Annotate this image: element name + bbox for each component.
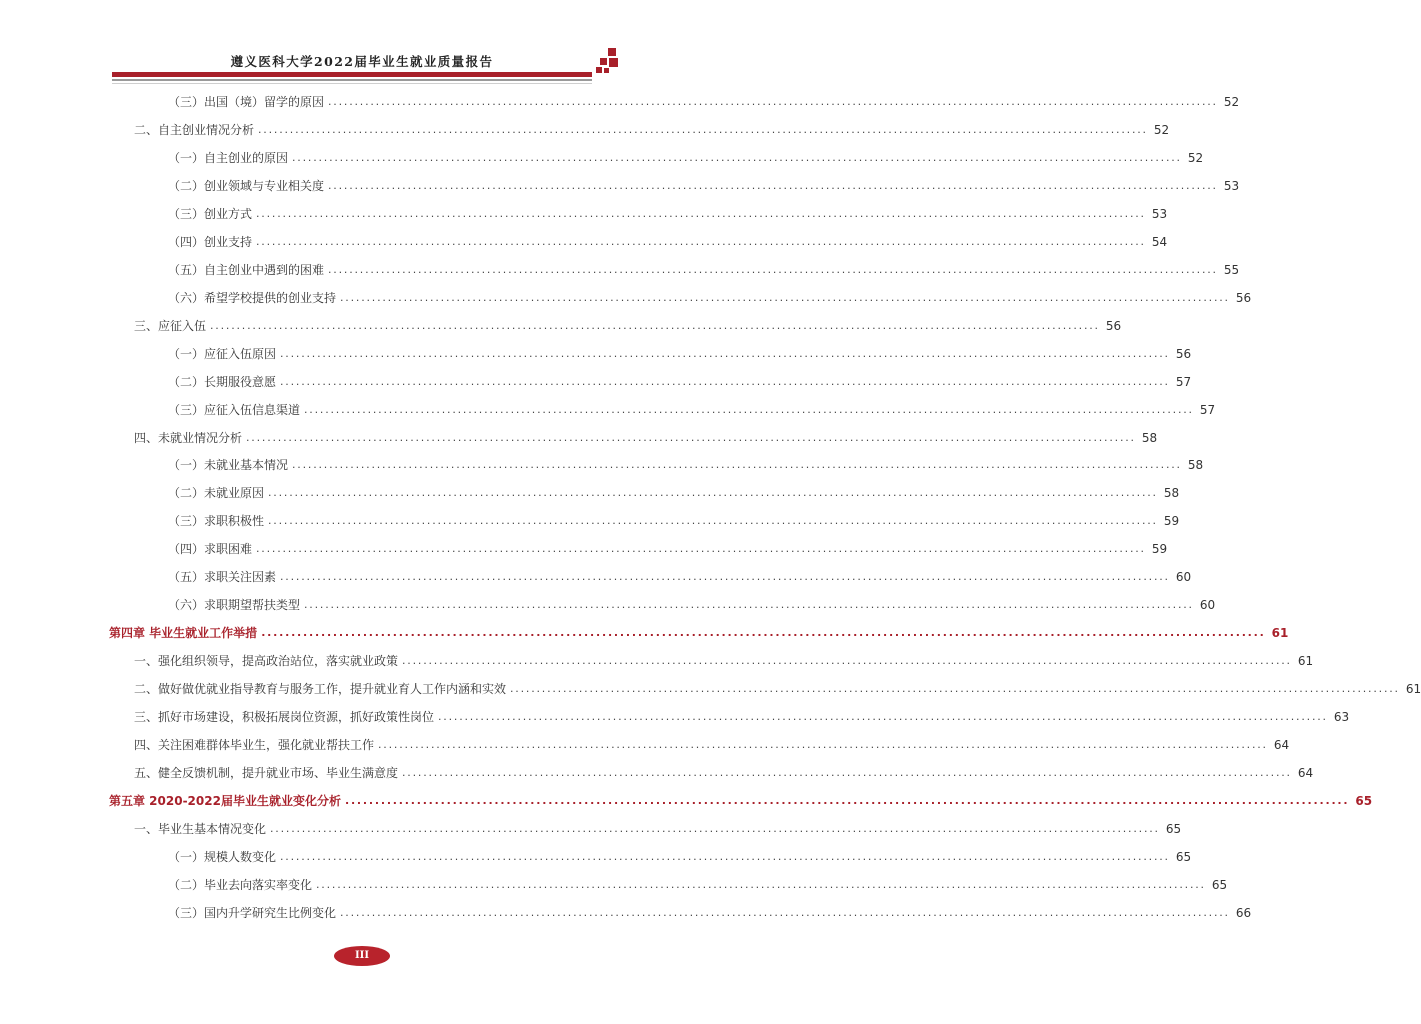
toc-dot-leader — [345, 790, 1349, 812]
toc-dot-leader — [292, 147, 1182, 169]
toc-entry-label: 三、抓好市场建设，积极拓展岗位资源，抓好政策性岗位 — [134, 710, 435, 725]
toc-entry-label: （三）国内升学研究生比例变化 — [168, 905, 337, 920]
toc-dot-leader — [280, 846, 1170, 868]
toc-dot-leader — [328, 91, 1218, 113]
toc-dot-leader — [438, 706, 1328, 728]
toc-entry-label: （三）出国（境）留学的原因 — [168, 95, 325, 109]
toc-chapter-entry[interactable] — [0, 790, 1373, 812]
toc-entry-page: 52 — [1187, 150, 1204, 165]
toc-dot-leader — [256, 231, 1146, 253]
toc-entry-page: 59 — [1163, 514, 1180, 529]
toc-entry-page: 57 — [1199, 402, 1216, 417]
toc-dot-leader — [402, 762, 1292, 784]
toc-entry[interactable] — [0, 287, 1252, 309]
toc-entry[interactable] — [0, 91, 1240, 113]
toc-dot-leader — [510, 678, 1400, 700]
toc-dot-leader — [258, 119, 1148, 141]
toc-entry[interactable] — [0, 762, 1314, 784]
toc-dot-leader — [280, 343, 1170, 365]
toc-entry-page: 66 — [1235, 905, 1252, 920]
toc-entry-page: 61 — [1405, 682, 1421, 697]
toc-entry-page: 58 — [1187, 458, 1204, 473]
toc-entry[interactable] — [0, 678, 1421, 700]
toc-entry-label: （二）创业领域与专业相关度 — [168, 178, 325, 193]
toc-entry-page: 65 — [1175, 849, 1192, 864]
toc-entry[interactable] — [0, 482, 1180, 504]
toc-chapter-entry[interactable] — [0, 622, 1289, 644]
toc-entry-page: 53 — [1151, 206, 1168, 221]
toc-entry-label: （五）求职关注因素 — [168, 570, 277, 585]
toc-entry-page: 53 — [1223, 178, 1240, 193]
toc-entry-page: 52 — [1223, 95, 1240, 109]
toc-dot-leader — [268, 482, 1158, 504]
toc-entry-label: （六）求职期望帮扶类型 — [168, 598, 301, 613]
toc-dot-leader — [268, 510, 1158, 532]
toc-dot-leader — [328, 259, 1218, 281]
toc-dot-leader — [292, 454, 1182, 476]
toc-dot-leader — [378, 734, 1268, 756]
toc-entry-page: 56 — [1175, 346, 1192, 361]
toc-entry-page: 55 — [1223, 262, 1240, 277]
toc-entry-page: 56 — [1235, 290, 1252, 305]
toc-dot-leader — [328, 175, 1218, 197]
toc-entry-label: （一）自主创业的原因 — [168, 150, 289, 165]
toc-entry[interactable] — [0, 343, 1192, 365]
toc-entry-page: 56 — [1105, 318, 1122, 333]
toc-dot-leader — [246, 427, 1136, 449]
toc-entry[interactable] — [0, 371, 1192, 393]
toc-entry-label: 第五章 2020-2022届毕业生就业变化分析 — [109, 794, 341, 808]
toc-dot-leader — [256, 203, 1146, 225]
toc-entry[interactable] — [0, 454, 1204, 476]
toc-entry[interactable] — [0, 427, 1158, 449]
header-rule-light — [112, 83, 592, 84]
toc-entry-label: 四、关注困难群体毕业生，强化就业帮扶工作 — [134, 738, 375, 753]
toc-entry[interactable] — [0, 315, 1122, 337]
toc-dot-leader — [256, 538, 1146, 560]
toc-entry-label: 第四章 毕业生就业工作举措 — [109, 626, 258, 641]
toc-entry-page: 65 — [1211, 877, 1228, 892]
header-rule-gray — [112, 79, 592, 81]
toc-entry-label: 五、健全反馈机制，提升就业市场、毕业生满意度 — [134, 766, 399, 781]
toc-dot-leader — [402, 650, 1292, 672]
page-number-badge: III — [334, 946, 390, 966]
toc-entry-page: 57 — [1175, 374, 1192, 389]
toc-entry-label: （二）长期服役意愿 — [168, 374, 277, 389]
toc-entry[interactable] — [0, 231, 1168, 253]
toc-dot-leader — [280, 566, 1170, 588]
toc-entry-page: 64 — [1273, 738, 1290, 753]
toc-dot-leader — [340, 287, 1230, 309]
toc-entry-label: （四）创业支持 — [168, 234, 253, 249]
toc-entry[interactable] — [0, 510, 1180, 532]
header-rule-red — [112, 72, 592, 77]
toc-dot-leader — [340, 902, 1230, 924]
toc-entry[interactable] — [0, 846, 1192, 868]
toc-entry-page: 61 — [1271, 626, 1289, 641]
toc-entry-page: 52 — [1153, 122, 1170, 137]
toc-dot-leader — [270, 818, 1160, 840]
toc-entry-page: 60 — [1199, 598, 1216, 613]
toc-entry-label: （一）应征入伍原因 — [168, 346, 277, 361]
toc-entry-page: 60 — [1175, 570, 1192, 585]
toc-entry-page: 58 — [1141, 430, 1158, 445]
toc-entry[interactable] — [0, 203, 1168, 225]
toc-dot-leader — [316, 874, 1206, 896]
toc-entry-page: 64 — [1297, 766, 1314, 781]
toc-entry-page: 65 — [1165, 821, 1182, 836]
toc-entry[interactable] — [0, 566, 1192, 588]
report-title: 遵义医科大学2022届毕业生就业质量报告 — [230, 54, 494, 69]
toc-entry-label: 一、毕业生基本情况变化 — [134, 821, 267, 836]
toc-entry-label: （二）未就业原因 — [168, 486, 265, 501]
toc-entry-label: 三、应征入伍 — [134, 318, 207, 333]
toc-entry[interactable] — [0, 594, 1216, 616]
toc-entry[interactable] — [0, 119, 1170, 141]
toc-entry-page: 61 — [1297, 654, 1314, 669]
toc-entry[interactable] — [0, 818, 1182, 840]
toc-entry-label: （三）应征入伍信息渠道 — [168, 402, 301, 417]
toc-entry[interactable] — [0, 399, 1216, 421]
toc-entry[interactable] — [0, 259, 1240, 281]
toc-entry[interactable] — [0, 147, 1204, 169]
toc-entry-label: （三）求职积极性 — [168, 514, 265, 529]
toc-entry-label: （六）希望学校提供的创业支持 — [168, 290, 337, 305]
squares-logo-icon — [594, 48, 620, 74]
toc-entry[interactable] — [0, 175, 1240, 197]
toc-dot-leader — [261, 622, 1265, 644]
toc-entry[interactable] — [0, 706, 1350, 728]
toc-entry-label: 二、做好做优就业指导教育与服务工作，提升就业育人工作内涵和实效 — [134, 682, 507, 697]
toc-entry[interactable] — [0, 650, 1314, 672]
toc-entry-page: 63 — [1333, 710, 1350, 725]
toc-entry[interactable] — [0, 874, 1228, 896]
toc-dot-leader — [304, 399, 1194, 421]
toc-entry-label: （一）未就业基本情况 — [168, 458, 289, 473]
toc-entry-label: 二、自主创业情况分析 — [134, 122, 255, 137]
toc-entry-page: 54 — [1151, 234, 1168, 249]
toc-dot-leader — [304, 594, 1194, 616]
toc-entry-page: 65 — [1355, 794, 1373, 808]
toc-entry-label: （五）自主创业中遇到的困难 — [168, 262, 325, 277]
toc-entry-page: 58 — [1163, 486, 1180, 501]
toc-entry[interactable] — [0, 902, 1252, 924]
toc-entry-label: 一、强化组织领导，提高政治站位，落实就业政策 — [134, 654, 399, 669]
toc-entry-label: （三）创业方式 — [168, 206, 253, 221]
toc-entry-page: 59 — [1151, 542, 1168, 557]
toc-entry[interactable] — [0, 734, 1290, 756]
toc-entry[interactable] — [0, 538, 1168, 560]
toc-entry-label: （二）毕业去向落实率变化 — [168, 877, 313, 892]
toc-entry-label: （一）规模人数变化 — [168, 849, 277, 864]
toc-entry-label: （四）求职困难 — [168, 542, 253, 557]
toc-entry-label: 四、未就业情况分析 — [134, 430, 243, 445]
toc-dot-leader — [280, 371, 1170, 393]
toc-dot-leader — [210, 315, 1100, 337]
